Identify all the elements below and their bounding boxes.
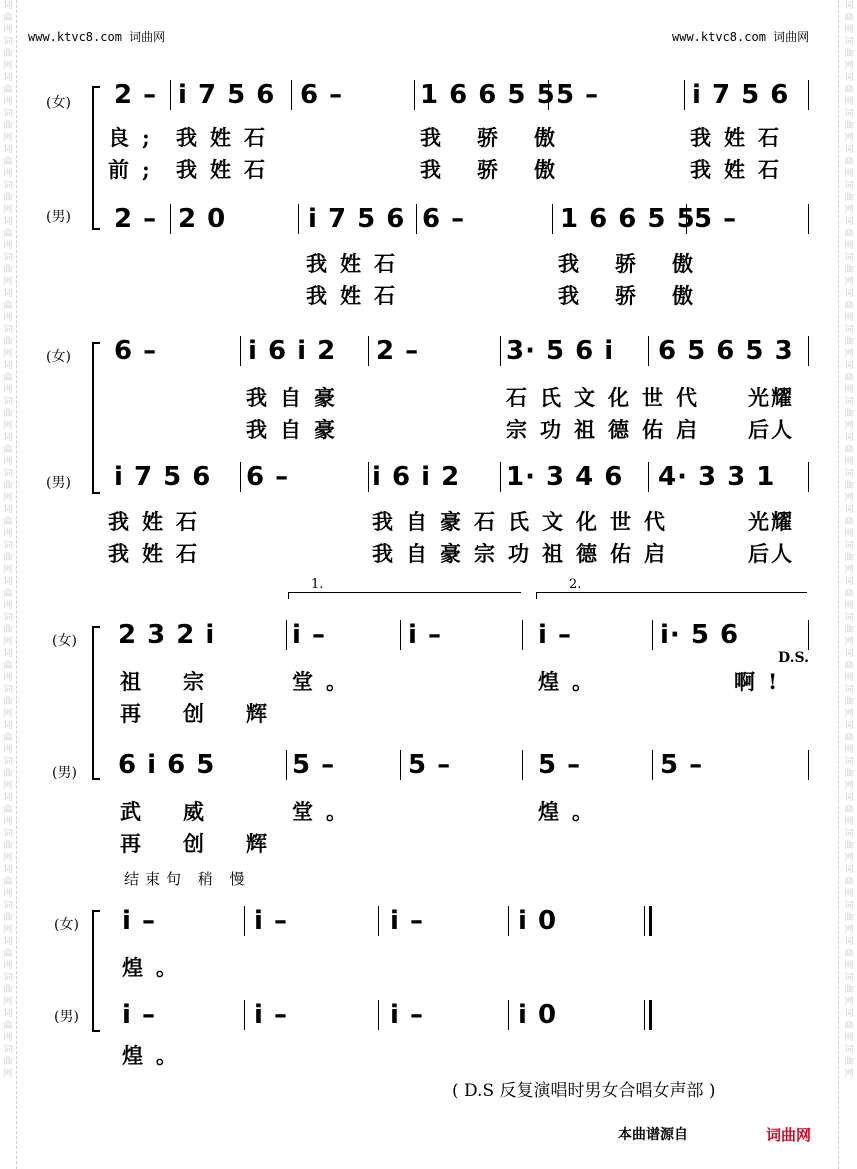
lyric: 后人 (748, 417, 794, 442)
ending-1-bracket (288, 577, 521, 599)
final-bar (644, 906, 645, 936)
system4-male-label: (男) (54, 1009, 79, 1025)
lyric: 堂。 (292, 669, 360, 694)
bar (240, 462, 241, 492)
system1-female-label: (女) (46, 95, 71, 111)
header-right (672, 28, 809, 45)
bar (400, 620, 401, 650)
ending-2-bracket (536, 577, 807, 599)
lyric: 我姓石 (108, 509, 210, 534)
lyric: 再创辉 (120, 831, 309, 856)
bar (368, 336, 369, 366)
lyric: 我骄傲 (558, 283, 729, 308)
bar (652, 750, 653, 780)
system1-male-label: (男) (46, 209, 71, 225)
bar (808, 80, 809, 110)
bar (808, 204, 809, 234)
bar (652, 620, 653, 650)
lyric: 我姓石 (176, 125, 278, 150)
header-left (28, 28, 165, 45)
bar (170, 80, 171, 110)
lyric: 光耀 (748, 385, 794, 410)
lyric: 煌。 (538, 669, 606, 694)
bar (648, 336, 649, 366)
right-margin-line (838, 0, 839, 1169)
bar (808, 750, 809, 780)
bar (400, 750, 401, 780)
lyric: 我自豪 (246, 417, 348, 442)
bar (808, 620, 809, 650)
header-right-site[interactable]: 词曲网 (773, 30, 810, 44)
final-bar (649, 906, 652, 936)
header-right-url[interactable]: www.ktvc8.com (672, 30, 766, 44)
bar (244, 906, 245, 936)
lyric: 宗功祖德佑启 (506, 417, 710, 442)
bar (378, 1000, 379, 1030)
bar (416, 204, 417, 234)
lyric: 武威 (120, 799, 246, 824)
lyric: 再创辉 (120, 701, 309, 726)
lyric: 我姓石 (690, 125, 792, 150)
ds-footnote: ( D.S 反复演唱时男女合唱女声部 ) (452, 1081, 716, 1101)
left-watermark: 词曲网词曲网词曲网词曲网词曲网词曲网词曲网词曲网词曲网词曲网词曲网词曲网词曲网词曲网词曲网词曲网词曲网词曲网词曲网词曲网词曲网词曲网词曲网词曲网词曲网词曲网词曲网词曲网词曲网词曲网 (3, 1, 13, 1079)
repeat-bar (522, 620, 523, 650)
system2-brace (92, 342, 100, 494)
system4-female-label: (女) (54, 917, 79, 933)
system4-brace (92, 910, 100, 1032)
bar (298, 204, 299, 234)
tempo-note: 结束句 稍 慢 (124, 870, 251, 888)
brand-link[interactable]: 词曲网 (766, 1127, 812, 1144)
bar (500, 336, 501, 366)
bar (808, 462, 809, 492)
source-label: 本曲谱源自 (618, 1126, 688, 1142)
lyric: 我姓石 (108, 541, 210, 566)
ending-1-label: 1. (311, 577, 324, 592)
bar (414, 80, 415, 110)
final-bar (649, 1000, 652, 1030)
lyric: 我骄傲 (420, 157, 591, 182)
lyric: 后人 (748, 541, 794, 566)
system3-brace (92, 626, 100, 780)
system1-brace (92, 86, 100, 230)
bar (240, 336, 241, 366)
lyric: 我姓石 (306, 251, 408, 276)
lyric: 石氏文化世代 (506, 385, 710, 410)
repeat-bar (522, 750, 523, 780)
lyric: 煌。 (122, 1043, 190, 1068)
header-left-url[interactable]: www.ktvc8.com (28, 30, 122, 44)
bar (368, 462, 369, 492)
bar (378, 906, 379, 936)
bar (808, 336, 809, 366)
lyric: 煌。 (538, 799, 606, 824)
lyric: 堂。 (292, 799, 360, 824)
system3-male-label: (男) (52, 765, 77, 781)
bar (286, 750, 287, 780)
lyric: 祖宗 (120, 669, 246, 694)
lyric: 前; (108, 157, 163, 182)
system3-female-label: (女) (52, 633, 77, 649)
lyric: 我自豪石氏文化世代 (372, 509, 678, 534)
bar (686, 204, 687, 234)
lyric: 我自豪宗功祖德佑启 (372, 541, 678, 566)
bar (508, 906, 509, 936)
ds-mark: D.S. (778, 650, 810, 666)
lyric: 我姓石 (306, 283, 408, 308)
system2-male-label: (男) (46, 475, 71, 491)
bar (244, 1000, 245, 1030)
lyric: 煌。 (122, 955, 190, 980)
lyric: 光耀 (748, 509, 794, 534)
lyric: 良; (108, 125, 163, 150)
bar (170, 204, 171, 234)
left-margin-line (16, 0, 17, 1169)
lyric: 啊! (734, 669, 791, 694)
header-left-site[interactable]: 词曲网 (129, 30, 166, 44)
bar (508, 1000, 509, 1030)
final-bar (644, 1000, 645, 1030)
lyric: 我骄傲 (558, 251, 729, 276)
bar (286, 620, 287, 650)
ending-2-label: 2. (569, 577, 582, 592)
bar (500, 462, 501, 492)
lyric: 我自豪 (246, 385, 348, 410)
bar (548, 80, 549, 110)
right-watermark: 词曲网词曲网词曲网词曲网词曲网词曲网词曲网词曲网词曲网词曲网词曲网词曲网词曲网词曲网词曲网词曲网词曲网词曲网词曲网词曲网词曲网词曲网词曲网词曲网词曲网词曲网词曲网词曲网词曲网词曲网 (844, 1, 854, 1079)
bar (648, 462, 649, 492)
lyric: 我骄傲 (420, 125, 591, 150)
lyric: 我姓石 (176, 157, 278, 182)
bar (684, 80, 685, 110)
lyric: 我姓石 (690, 157, 792, 182)
bar (291, 80, 292, 110)
system2-female-label: (女) (46, 349, 71, 365)
bar (552, 204, 553, 234)
